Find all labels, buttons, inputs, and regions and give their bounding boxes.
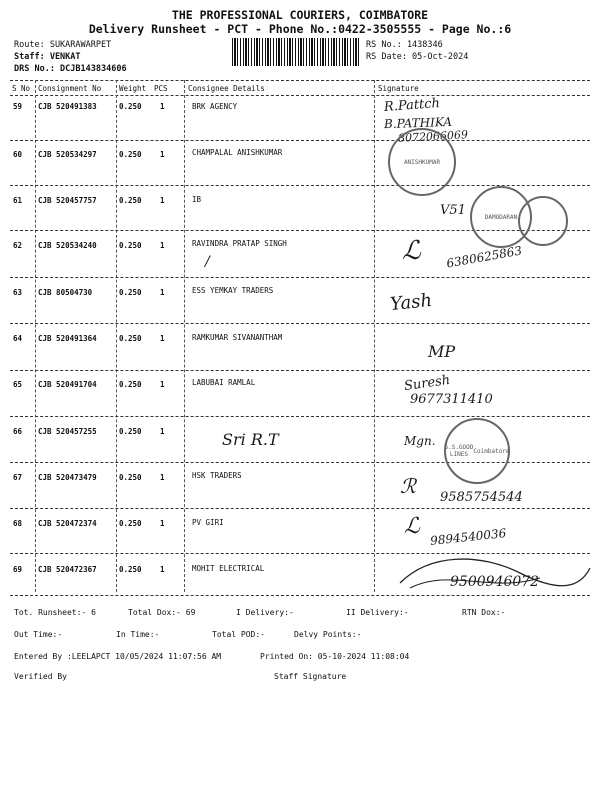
rtn-dox: RTN Dox:- xyxy=(462,608,506,617)
verified-by: Verified By xyxy=(14,672,67,681)
row-divider xyxy=(10,140,590,141)
stamp-line: Coimbatore xyxy=(473,447,510,455)
row-consignee: RAVINDRA PRATAP SINGH xyxy=(192,239,287,248)
handwritten-signature: ℛ xyxy=(400,474,416,498)
entered-by: Entered By :LEELAPCT 10/05/2024 11:07:56 AM xyxy=(14,652,222,661)
row-pcs: 1 xyxy=(160,519,165,528)
runsheet-subtitle: Delivery Runsheet - PCT - Phone No.:0422-3505555 - Page No.:6 xyxy=(88,22,512,36)
row-pcs: 1 xyxy=(160,288,165,297)
handwritten-signature: R.Pattch xyxy=(383,96,441,115)
handwritten-signature: V51 xyxy=(440,203,466,218)
row-consignee: PV GIRI xyxy=(192,518,224,527)
out-time: Out Time:- xyxy=(14,630,63,639)
row-pcs: 1 xyxy=(160,380,165,389)
row-sno: 62 xyxy=(13,241,23,250)
row-weight: 0.250 xyxy=(119,473,142,482)
rs-number: RS No.: 1438346 xyxy=(366,40,443,50)
row-consignment: CJB 520457255 xyxy=(38,427,97,436)
drs-number: DRS No.: DCJB143834606 xyxy=(14,64,127,74)
company-stamp: ANISHKUMAR xyxy=(388,128,456,196)
total-dox: Total Dox:- 69 xyxy=(128,608,196,617)
row-consignee: MOHIT ELECTRICAL xyxy=(192,564,265,573)
row-pcs: 1 xyxy=(160,334,165,343)
row-consignment: CJB 520472374 xyxy=(38,519,97,528)
row-pcs: 1 xyxy=(160,150,165,159)
handwritten-signature: ℒ xyxy=(402,236,421,266)
signature-scribble xyxy=(390,548,600,598)
handwritten-mark: / xyxy=(205,254,210,270)
row-divider xyxy=(10,416,590,417)
staff-signature: Staff Signature xyxy=(274,672,347,681)
route-label: Route: SUKARAWARPET xyxy=(14,40,112,50)
table-top-rule xyxy=(10,80,590,81)
row-weight: 0.250 xyxy=(119,288,142,297)
row-consignment: CJB 520457757 xyxy=(38,196,97,205)
handwritten-phone: 9585754544 xyxy=(440,490,523,505)
total-pod: Total POD:- xyxy=(212,630,265,639)
row-sno: 68 xyxy=(13,519,23,528)
row-divider xyxy=(10,277,590,278)
handwritten-signature: ℒ xyxy=(404,514,420,539)
row-weight: 0.250 xyxy=(119,150,142,159)
rs-date: RS Date: 05-Oct-2024 xyxy=(366,52,469,62)
row-sno: 69 xyxy=(13,565,23,574)
col-header-consignment: Consignment No xyxy=(38,84,102,93)
row-weight: 0.250 xyxy=(119,565,142,574)
handwritten-signature: Suresh xyxy=(403,372,452,395)
company-stamp: DAMODARAN xyxy=(470,186,532,248)
row-weight: 0.250 xyxy=(119,241,142,250)
handwritten-phone: 9677311410 xyxy=(410,392,493,407)
row-pcs: 1 xyxy=(160,565,165,574)
row-pcs: 1 xyxy=(160,427,165,436)
row-consignee: LABUBAI RAMLAL xyxy=(192,378,256,387)
row-sno: 64 xyxy=(13,334,23,343)
handwritten-consignee: Sri R.T xyxy=(222,430,279,449)
row-consignee: IB xyxy=(192,195,202,204)
handwritten-phone: 6380625863 xyxy=(445,243,523,271)
row-weight: 0.250 xyxy=(119,102,142,111)
row-sno: 63 xyxy=(13,288,23,297)
handwritten-signature: Yash xyxy=(389,289,434,316)
delvy-points: Delvy Points:- xyxy=(294,630,362,639)
row-consignment: CJB 80504730 xyxy=(38,288,93,297)
handwritten-signature: B.PATHIKA xyxy=(383,114,453,132)
col-divider xyxy=(184,80,185,592)
row-consignee: BRK AGENCY xyxy=(192,102,238,111)
row-consignment: CJB 520491383 xyxy=(38,102,97,111)
row-sno: 67 xyxy=(13,473,23,482)
row-consignee: ESS YEMKAY TRADERS xyxy=(192,286,274,295)
row-consignee: HSK TRADERS xyxy=(192,471,242,480)
row-divider xyxy=(10,323,590,324)
row-weight: 0.250 xyxy=(119,519,142,528)
row-consignee: RAMKUMAR SIVANANTHAM xyxy=(192,333,283,342)
table-header-rule xyxy=(10,95,590,96)
row-divider xyxy=(10,370,590,371)
row-pcs: 1 xyxy=(160,241,165,250)
row-pcs: 1 xyxy=(160,473,165,482)
in-time: In Time:- xyxy=(116,630,160,639)
row-weight: 0.250 xyxy=(119,196,142,205)
col-header-consignee: Consignee Details xyxy=(188,84,265,93)
handwritten-signature: MP xyxy=(428,342,456,361)
col-divider xyxy=(374,80,375,592)
col-divider xyxy=(35,80,36,592)
row-weight: 0.250 xyxy=(119,427,142,436)
company-stamp xyxy=(444,418,510,484)
row-sno: 59 xyxy=(13,102,23,111)
printed-on: Printed On: 05-10-2024 11:08:04 xyxy=(260,652,410,661)
staff-label: Staff: VENKAT xyxy=(14,52,81,62)
row-sno: 66 xyxy=(13,427,23,436)
row-sno: 61 xyxy=(13,196,23,205)
row-weight: 0.250 xyxy=(119,380,142,389)
handwritten-phone: 9894540036 xyxy=(429,526,507,548)
company-title: THE PROFESSIONAL COURIERS, COIMBATORE xyxy=(171,8,429,22)
col-divider xyxy=(116,80,117,592)
row-consignment: CJB 520491704 xyxy=(38,380,97,389)
row-sno: 60 xyxy=(13,150,23,159)
handwritten-phone: 9500946072 xyxy=(450,574,540,590)
row-consignee: CHAMPALAL ANISHKUMAR xyxy=(192,148,283,157)
i-delivery: I Delivery:- xyxy=(236,608,294,617)
ii-delivery: II Delivery:- xyxy=(346,608,409,617)
row-consignment: CJB 520491364 xyxy=(38,334,97,343)
company-stamp xyxy=(518,196,568,246)
col-header-sno: S No xyxy=(12,84,31,93)
row-consignment: CJB 520473479 xyxy=(38,473,97,482)
row-consignment: CJB 520472367 xyxy=(38,565,97,574)
row-pcs: 1 xyxy=(160,102,165,111)
row-consignment: CJB 520534240 xyxy=(38,241,97,250)
row-pcs: 1 xyxy=(160,196,165,205)
handwritten-phone: 8072066069 xyxy=(397,128,469,145)
stamp-line: S.S.GOOD LINES xyxy=(444,444,474,458)
tot-runsheet: Tot. Runsheet:- 6 xyxy=(14,608,96,617)
col-header-signature: Signature xyxy=(378,84,419,93)
row-consignment: CJB 520534297 xyxy=(38,150,97,159)
row-weight: 0.250 xyxy=(119,334,142,343)
handwritten-signature: Mgn. xyxy=(404,434,436,448)
col-header-weight: Weight xyxy=(119,84,147,93)
col-header-pcs: PCS xyxy=(154,84,168,93)
row-divider xyxy=(10,508,590,509)
barcode xyxy=(232,38,360,66)
row-sno: 65 xyxy=(13,380,23,389)
